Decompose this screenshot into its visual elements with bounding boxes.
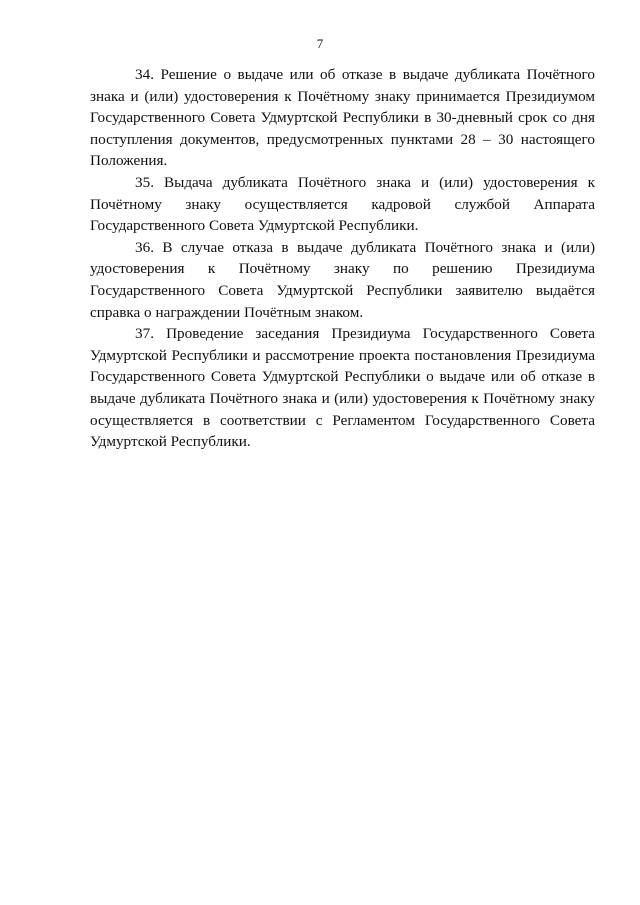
paragraph-36: 36. В случае отказа в выдаче дубликата Почётного знака и (или) удостоверения к Почётному знаку по решению Президиума Государственного Совета Удмуртской Республики заявителю выдаётся справка о награждении Почётным знаком. [90,238,595,321]
paragraph-35: 35. Выдача дубликата Почётного знака и (или) удостоверения к Почётному знаку осуществляется кадровой службой Аппарата Государственного Совета Удмуртской Республики. [90,173,595,235]
document-body [90,64,595,453]
paragraph-34: 34. Решение о выдаче или об отказе в выдаче дубликата Почётного знака и (или) удостоверения к Почётному знаку принимается Президиумом Государственного Совета Удмуртской Республики в 30-дневный срок со дня поступления документов, предусмотренных пунктами 28 – 30 настоящего Положения. [90,66,595,170]
page-number: 7 [316,36,324,51]
paragraph-37: 37. Проведение заседания Президиума Государственного Совета Удмуртской Республики и рассмотрение проекта постановления Президиума Государственного Совета Удмуртской Республики о выдаче или об отказе в выдаче дубликата Почётного знака и (или) удостоверения к Почётному знаку осуществляется в соответствии с Регламентом Государственного Совета Удмуртской Республики. [90,325,595,451]
